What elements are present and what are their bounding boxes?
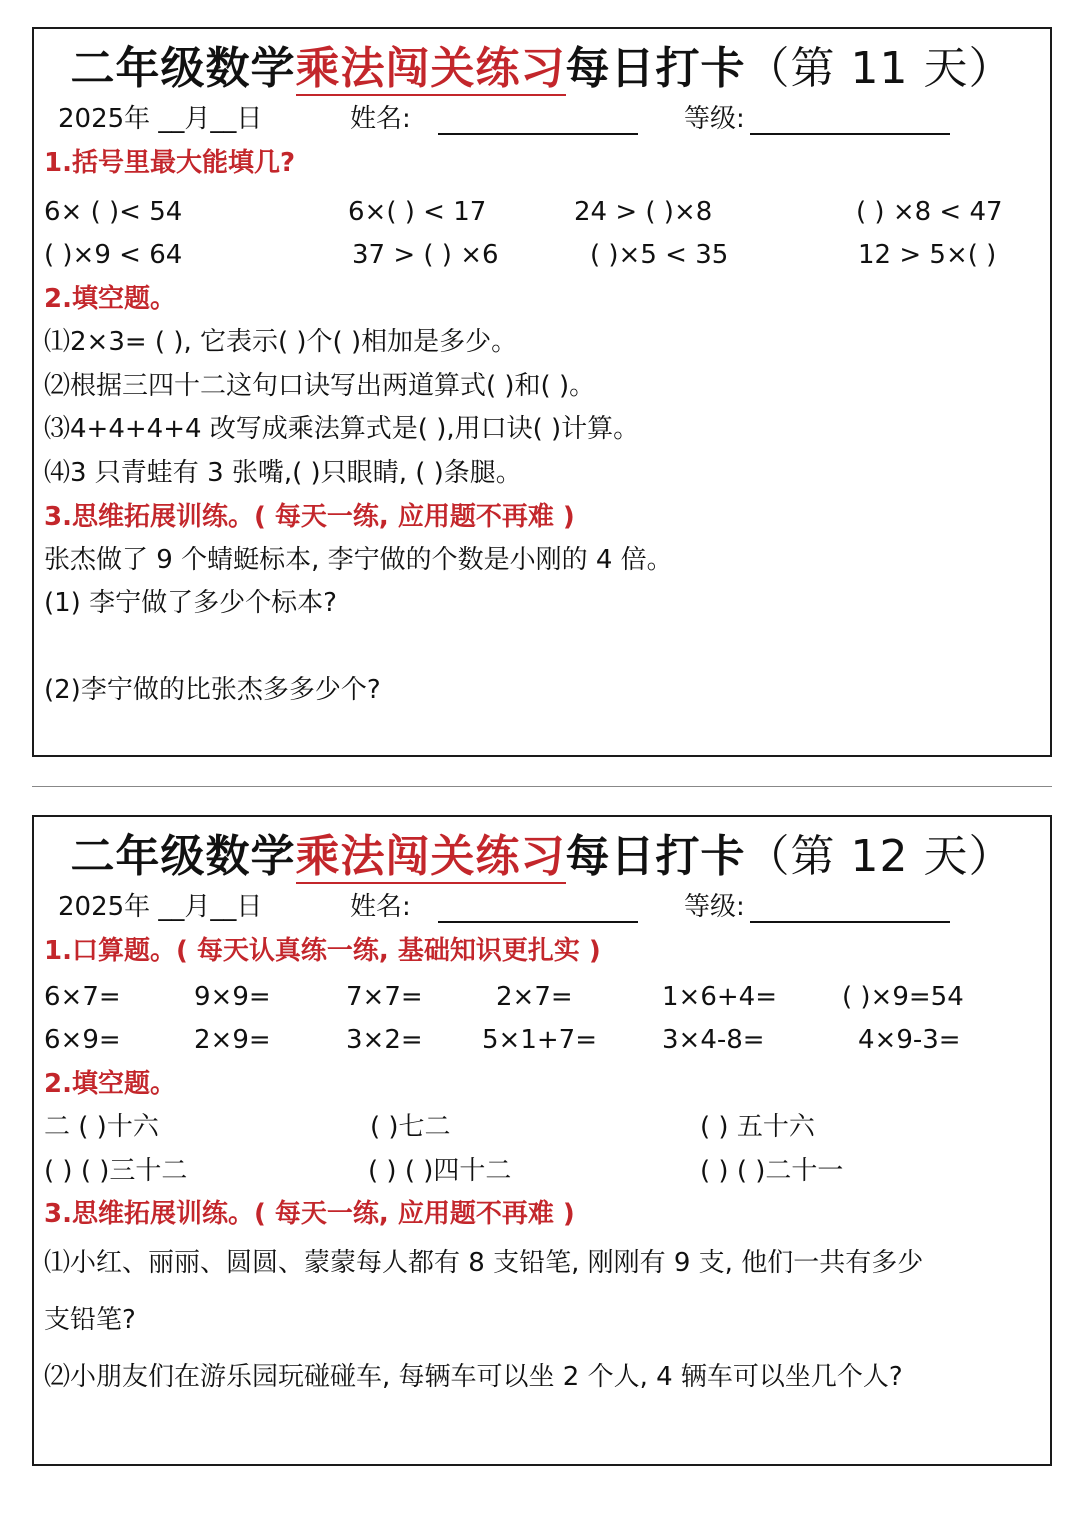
grade-field[interactable] <box>750 105 950 135</box>
exercise-item: 12 > 5×( ) <box>858 240 997 270</box>
exercise-item: 6×7= <box>44 982 121 1012</box>
name-field[interactable] <box>438 105 638 135</box>
title-suffix: 每日打卡 <box>565 831 746 882</box>
exercise-item: ( ) ×8 < 47 <box>856 197 1003 227</box>
fill-item: ( ) ( )三十二 <box>44 1156 188 1186</box>
fill-row <box>34 1107 1050 1147</box>
name-field[interactable] <box>438 893 638 923</box>
title-suffix: 每日打卡 <box>565 43 746 94</box>
fill-row <box>34 1151 1050 1191</box>
exercise-item: 2×7= <box>496 982 573 1012</box>
exercise-item: 6×( ) < 17 <box>348 197 487 227</box>
section-heading: 1.口算题。( 每天认真练一练, 基础知识更扎实 ) <box>44 936 601 966</box>
exercise-row <box>34 235 1050 275</box>
question: (1) 李宁做了多少个标本? <box>44 588 337 618</box>
fill-item: ( ) ( )四十二 <box>368 1156 512 1186</box>
worksheet-day-12 <box>32 815 1052 1466</box>
exercise-row <box>34 192 1050 232</box>
question: ⑴2×3= ( ), 它表示( )个( )相加是多少。 <box>44 327 518 357</box>
exercise-item: 9×9= <box>194 982 271 1012</box>
grade-label: 等级: <box>684 892 745 922</box>
title-highlight: 乘法闯关练习 <box>295 831 566 882</box>
exercise-item: 24 > ( )×8 <box>574 197 713 227</box>
exercise-item: ( )×9 < 64 <box>44 240 183 270</box>
exercise-item: 37 > ( ) ×6 <box>352 240 499 270</box>
exercise-item: 3×4-8= <box>662 1025 765 1055</box>
worksheet-day-11 <box>32 27 1052 757</box>
question: ⑷3 只青蛙有 3 张嘴,( )只眼睛, ( )条腿。 <box>44 458 522 488</box>
exercise-row <box>34 977 1050 1017</box>
header-row <box>34 99 1050 139</box>
section-heading: 3.思维拓展训练。( 每天一练, 应用题不再难 ) <box>44 1199 575 1229</box>
word-problem: 张杰做了 9 个蜻蜓标本, 李宁做的个数是小刚的 4 倍。 <box>44 545 673 575</box>
title-prefix: 二年级数学 <box>70 831 296 882</box>
title-highlight: 乘法闯关练习 <box>295 43 566 94</box>
exercise-item: 1×6+4= <box>662 982 777 1012</box>
section-heading: 1.括号里最大能填几? <box>44 148 296 178</box>
fill-item: ( ) 五十六 <box>700 1112 815 1142</box>
exercise-item: 6×9= <box>44 1025 121 1055</box>
exercise-item: 6× ( )< 54 <box>44 197 183 227</box>
section-heading: 2.填空题。 <box>44 284 176 314</box>
date-label: 2025年 __月__日 <box>58 104 263 134</box>
name-label: 姓名: <box>350 892 411 922</box>
exercise-item: 2×9= <box>194 1025 271 1055</box>
exercise-item: 7×7= <box>346 982 423 1012</box>
exercise-item: 5×1+7= <box>482 1025 597 1055</box>
question: ⑶4+4+4+4 改写成乘法算式是( ),用口诀( )计算。 <box>44 414 640 444</box>
question: ⑵小朋友们在游乐园玩碰碰车, 每辆车可以坐 2 个人, 4 辆车可以坐几个人? <box>44 1362 903 1392</box>
name-label: 姓名: <box>350 104 411 134</box>
date-label: 2025年 __月__日 <box>58 892 263 922</box>
fill-item: 二 ( )十六 <box>44 1112 159 1142</box>
question: ⑵根据三四十二这句口诀写出两道算式( )和( )。 <box>44 371 596 401</box>
title-prefix: 二年级数学 <box>70 43 296 94</box>
header-row <box>34 887 1050 927</box>
exercise-item: 3×2= <box>346 1025 423 1055</box>
exercise-item: ( )×5 < 35 <box>590 240 729 270</box>
grade-label: 等级: <box>684 104 745 134</box>
title-day: （第 11 天） <box>745 43 1014 94</box>
fill-item: ( )七二 <box>370 1112 451 1142</box>
fill-item: ( ) ( )二十一 <box>700 1156 844 1186</box>
worksheet-title <box>34 39 1050 99</box>
grade-field[interactable] <box>750 893 950 923</box>
question-continued: 支铅笔? <box>44 1305 136 1335</box>
exercise-item: ( )×9=54 <box>842 982 964 1012</box>
page-divider <box>32 786 1052 787</box>
question: (2)李宁做的比张杰多多少个? <box>44 675 381 705</box>
section-heading: 3.思维拓展训练。( 每天一练, 应用题不再难 ) <box>44 502 575 532</box>
exercise-row <box>34 1020 1050 1060</box>
exercise-item: 4×9-3= <box>858 1025 961 1055</box>
question: ⑴小红、丽丽、圆圆、蒙蒙每人都有 8 支铅笔, 刚刚有 9 支, 他们一共有多少 <box>44 1248 924 1278</box>
section-heading: 2.填空题。 <box>44 1069 176 1099</box>
worksheet-title <box>34 827 1050 887</box>
title-day: （第 12 天） <box>745 831 1014 882</box>
